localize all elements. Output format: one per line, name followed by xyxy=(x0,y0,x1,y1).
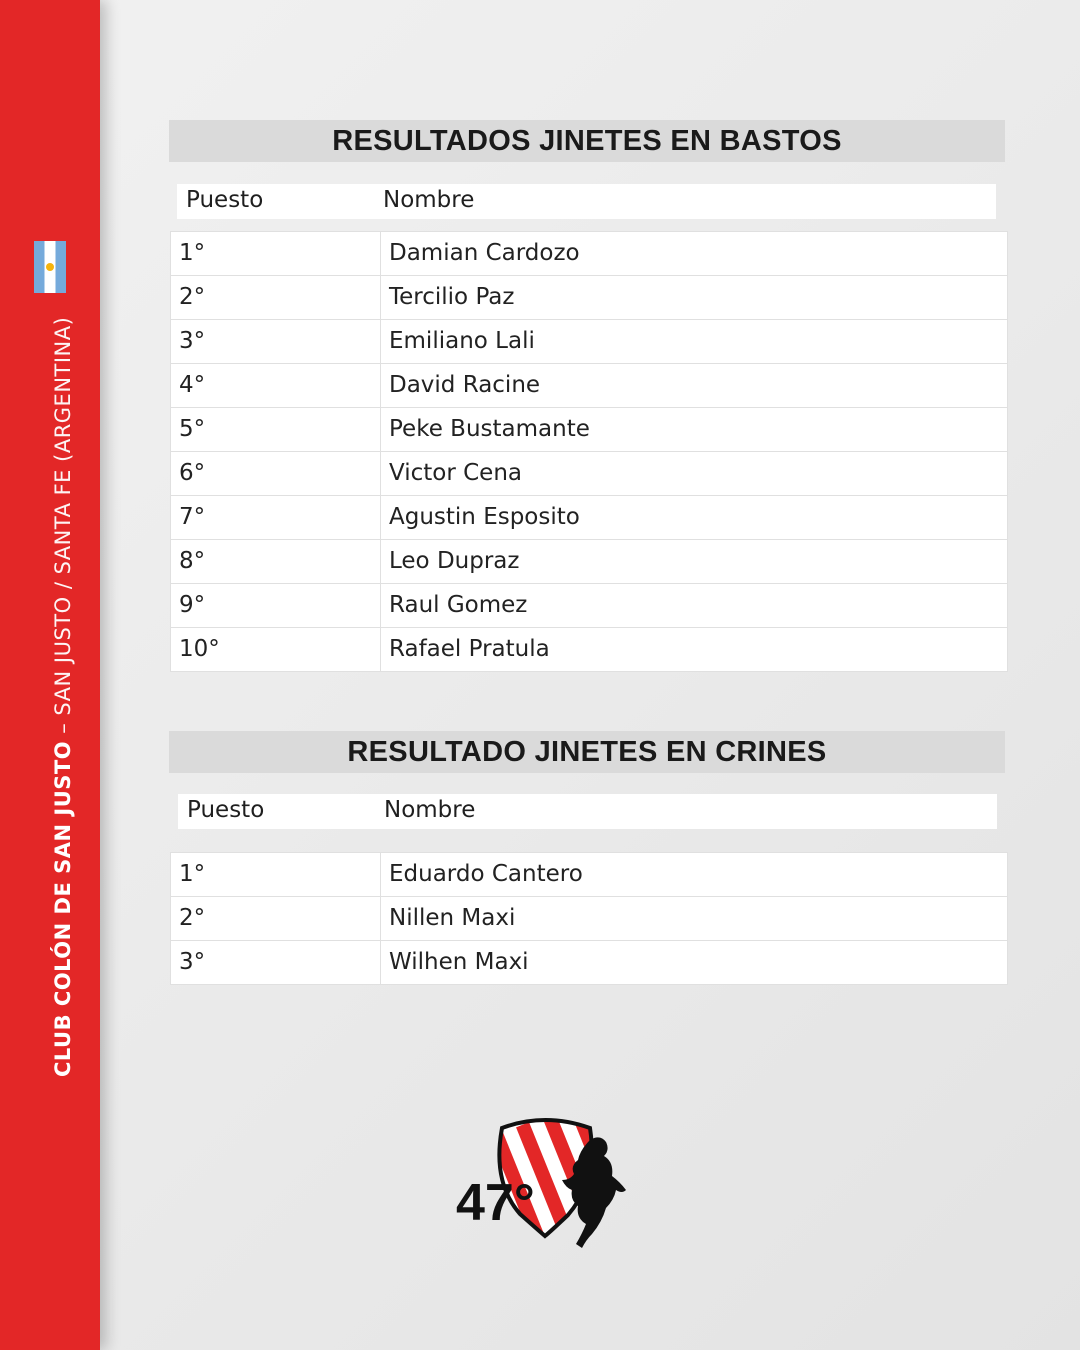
bastos-col-position: Puesto xyxy=(186,187,264,213)
table-row xyxy=(171,452,1007,496)
row-name: Agustin Esposito xyxy=(389,504,580,530)
argentina-flag-icon xyxy=(34,241,66,293)
bastos-table xyxy=(170,231,1008,672)
table-row xyxy=(171,540,1007,584)
row-name: David Racine xyxy=(389,372,541,398)
table-row xyxy=(171,364,1007,408)
column-divider xyxy=(380,276,381,319)
column-divider xyxy=(380,584,381,627)
row-name: Tercilio Paz xyxy=(389,284,515,310)
column-divider xyxy=(380,941,381,984)
column-divider xyxy=(380,897,381,940)
table-row xyxy=(171,853,1007,897)
row-position: 1° xyxy=(179,240,206,266)
row-position: 7° xyxy=(179,504,206,530)
crines-table xyxy=(170,852,1008,985)
logo-number: 47° xyxy=(456,1174,535,1232)
table-row xyxy=(171,408,1007,452)
row-position: 5° xyxy=(179,416,206,442)
row-name: Raul Gomez xyxy=(389,592,528,618)
table-row xyxy=(171,496,1007,540)
column-divider xyxy=(380,320,381,363)
column-divider xyxy=(380,364,381,407)
bastos-col-name: Nombre xyxy=(383,187,475,213)
column-divider xyxy=(380,540,381,583)
row-name: Leo Dupraz xyxy=(389,548,520,574)
table-row xyxy=(171,941,1007,985)
sidebar xyxy=(0,0,100,1350)
row-name: Peke Bustamante xyxy=(389,416,590,442)
row-position: 3° xyxy=(179,949,206,975)
row-position: 2° xyxy=(179,905,206,931)
club-47-logo xyxy=(450,1110,640,1260)
row-name: Damian Cardozo xyxy=(389,240,580,266)
sidebar-caption xyxy=(50,317,76,1077)
column-divider xyxy=(380,232,381,275)
crines-col-name: Nombre xyxy=(384,797,476,823)
club-name: CLUB COLÓN DE SAN JUSTO xyxy=(51,740,75,1077)
table-row xyxy=(171,320,1007,364)
row-position: 3° xyxy=(179,328,206,354)
row-position: 10° xyxy=(179,636,220,662)
bastos-title: RESULTADOS JINETES EN BASTOS xyxy=(169,120,1005,162)
row-name: Wilhen Maxi xyxy=(389,949,529,975)
row-position: 1° xyxy=(179,861,206,887)
row-position: 8° xyxy=(179,548,206,574)
row-position: 9° xyxy=(179,592,206,618)
bastos-header-row xyxy=(177,184,996,219)
row-name: Emiliano Lali xyxy=(389,328,535,354)
row-name: Victor Cena xyxy=(389,460,523,486)
row-position: 6° xyxy=(179,460,206,486)
crines-col-position: Puesto xyxy=(187,797,265,823)
table-row xyxy=(171,628,1007,672)
row-name: Eduardo Cantero xyxy=(389,861,583,887)
club-location: – SAN JUSTO / SANTA FE (ARGENTINA) xyxy=(51,316,75,741)
crines-title: RESULTADO JINETES EN CRINES xyxy=(169,731,1005,773)
column-divider xyxy=(380,452,381,495)
row-name: Rafael Pratula xyxy=(389,636,550,662)
crines-header-row xyxy=(178,794,997,829)
row-name: Nillen Maxi xyxy=(389,905,516,931)
column-divider xyxy=(380,628,381,671)
column-divider xyxy=(380,408,381,451)
table-row xyxy=(171,276,1007,320)
table-row xyxy=(171,897,1007,941)
row-position: 2° xyxy=(179,284,206,310)
table-row xyxy=(171,584,1007,628)
row-position: 4° xyxy=(179,372,206,398)
table-row xyxy=(171,232,1007,276)
column-divider xyxy=(380,496,381,539)
column-divider xyxy=(380,853,381,896)
